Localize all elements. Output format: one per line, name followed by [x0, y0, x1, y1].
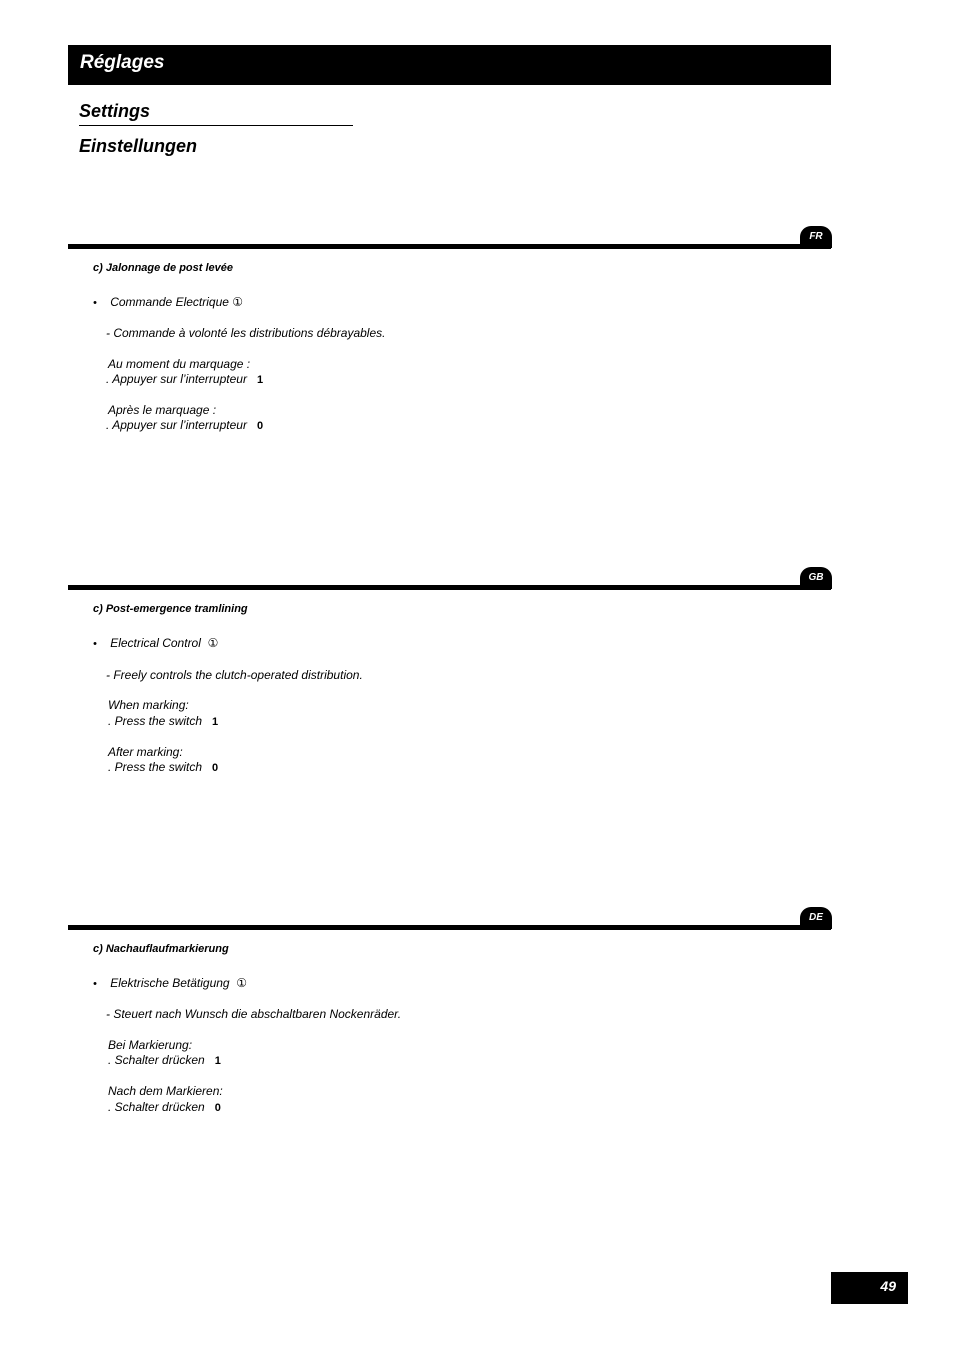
action-text: . Schalter drücken — [108, 1100, 205, 1114]
page-number-box — [831, 1272, 908, 1304]
action-text: . Schalter drücken — [108, 1053, 205, 1067]
page-title-de: Einstellungen — [79, 136, 198, 156]
section-heading-de: c) Nachauflaufmarkierung — [93, 943, 229, 955]
description-de: - Steuert nach Wunsch die abschaltbaren Nockenräder. — [106, 1007, 402, 1021]
control-line-de — [93, 976, 247, 990]
during-action-de — [108, 1053, 221, 1067]
description-gb: - Freely controls the clutch-operated distribution. — [106, 668, 363, 682]
lang-tab-gb: GB — [800, 567, 832, 589]
during-action-fr — [106, 372, 263, 386]
after-label-fr: Après le marquage : — [108, 403, 217, 417]
circled-one-marker: ① — [232, 295, 244, 309]
lang-tab-fr: FR — [800, 226, 832, 248]
during-label-de: Bei Markierung: — [108, 1038, 193, 1052]
action-text: . Press the switch — [108, 714, 203, 728]
switch-value-off: 0 — [214, 1102, 221, 1114]
title-bar — [68, 45, 831, 85]
after-label-de: Nach dem Markieren: — [108, 1084, 223, 1098]
action-text: . Press the switch — [108, 760, 203, 774]
after-action-fr — [106, 418, 263, 432]
page-title-fr: Réglages — [80, 52, 165, 73]
lang-tab-de: DE — [800, 907, 832, 929]
section-heading-fr: c) Jalonnage de post levée — [93, 262, 233, 274]
bullet: • — [93, 297, 97, 309]
section-rule-fr — [68, 244, 831, 249]
page-number: 49 — [880, 1278, 896, 1294]
switch-value-off: 0 — [256, 420, 264, 432]
during-label-fr: Au moment du marquage : — [108, 357, 251, 371]
title-underline — [79, 125, 353, 126]
section-heading-gb: c) Post-emergence tramlining — [93, 603, 248, 615]
bullet: • — [93, 638, 97, 650]
during-label-gb: When marking: — [108, 698, 189, 712]
page-title-gb: Settings — [79, 101, 151, 121]
section-rule-gb — [68, 585, 831, 590]
circled-one-marker: ① — [236, 976, 248, 990]
switch-value-off: 0 — [212, 762, 219, 774]
control-line-fr — [93, 295, 243, 309]
after-action-gb — [108, 760, 218, 774]
after-label-gb: After marking: — [108, 745, 183, 759]
control-label: Commande Electrique — [110, 295, 229, 309]
switch-value-on: 1 — [212, 716, 219, 728]
control-label: Elektrische Betätigung — [110, 976, 230, 990]
control-line-gb — [93, 636, 218, 650]
after-action-de — [108, 1100, 221, 1114]
action-text: . Appuyer sur l’interrupteur — [106, 372, 247, 386]
bullet: • — [93, 978, 97, 990]
switch-value-on: 1 — [214, 1055, 221, 1067]
description-fr: - Commande à volonté les distributions débrayables. — [106, 326, 386, 340]
section-rule-de — [68, 925, 831, 930]
action-text: . Appuyer sur l’interrupteur — [106, 418, 247, 432]
circled-one-marker: ① — [207, 636, 219, 650]
control-label: Electrical Control — [110, 636, 201, 650]
switch-value-on: 1 — [256, 374, 264, 386]
during-action-gb — [108, 714, 218, 728]
